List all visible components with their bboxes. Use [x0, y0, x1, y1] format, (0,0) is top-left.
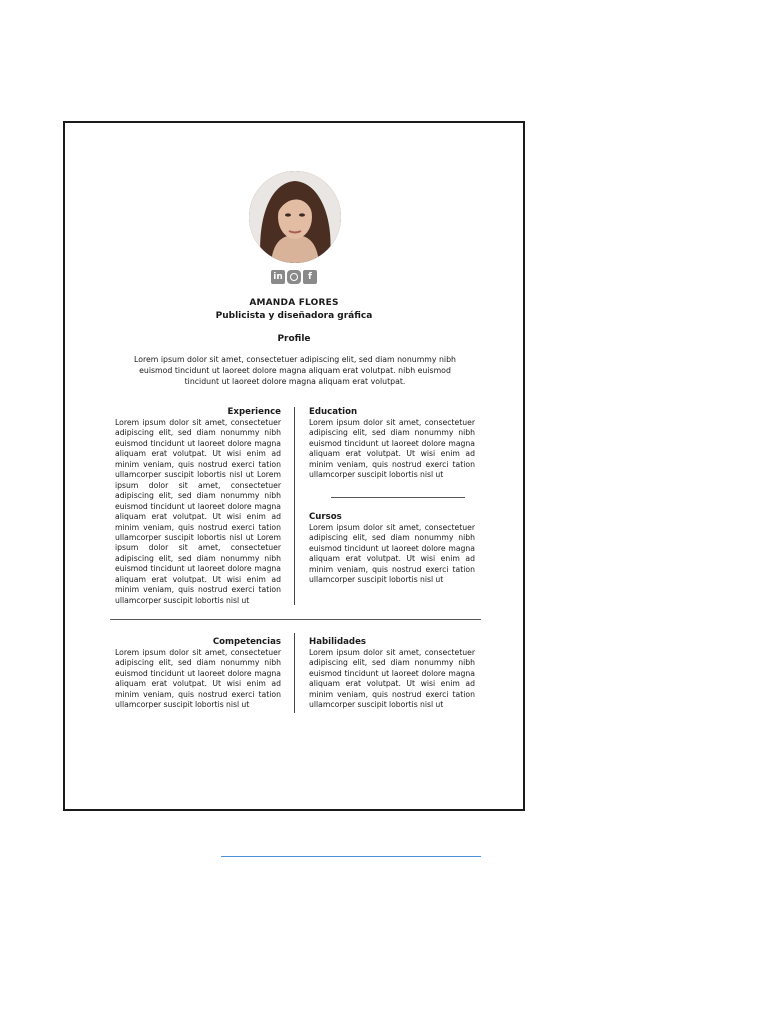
candidate-role: Publicista y diseñadora gráfica [215, 311, 373, 321]
facebook-icon[interactable]: f [303, 270, 317, 284]
cursos-heading: Cursos [309, 512, 342, 522]
instagram-icon[interactable] [287, 270, 301, 284]
linkedin-icon[interactable]: in [271, 270, 285, 284]
profile-text: Lorem ipsum dolor sit amet, consectetuer adipiscing elit, sed diam nonummy nibh euismod tincidunt ut laoreet dolore magna aliquam erat volutpat. nibh euismod tincidunt ut laoreet dolore magna aliquam erat volutpat. [133, 355, 456, 386]
column-divider-bottom [294, 633, 295, 713]
cursos-text: Lorem ipsum dolor sit amet, consectetuer adipiscing elit, sed diam nonummy nibh euismod tincidunt ut laoreet dolore magna aliquam erat volutpat. Ut wisi enim ad minim veniam, quis nostrud exerci tation ullamcorper suscipit lobortis nisl ut [309, 523, 475, 585]
experience-text: Lorem ipsum dolor sit amet, consectetuer adipiscing elit, sed diam nonummy nibh euismod tincidunt ut laoreet dolore magna aliquam erat volutpat. Ut wisi enim ad minim veniam, quis nostrud exerci tation ullamcorper suscipit lobortis nisl ut Lorem ipsum dolor sit amet, consectetuer adipiscing elit, sed diam nonummy nibh euismod tincidunt ut laoreet dolore magna aliquam erat volutpat. Ut wisi enim ad minim veniam, quis nostrud exerci tation ullamcorper suscipit lobortis nisl ut Lorem ipsum dolor sit amet, consectetuer adipiscing elit, sed diam nonummy nibh euismod tincidunt ut laoreet dolore magna aliquam erat volutpat. Ut wisi enim ad minim veniam, quis nostrud exerci tation ullamcorper suscipit lobortis nisl ut [115, 418, 281, 605]
habilidades-heading: Habilidades [309, 637, 367, 647]
profile-heading: Profile [277, 334, 311, 344]
candidate-name: AMANDA FLORES [249, 298, 339, 308]
profile-photo [249, 171, 341, 263]
education-text: Lorem ipsum dolor sit amet, consectetuer adipiscing elit, sed diam nonummy nibh euismod tincidunt ut laoreet dolore magna aliquam erat volutpat. Ut wisi enim ad minim veniam, quis nostrud exerci tation ullamcorper suscipit lobortis nisl ut [309, 418, 475, 480]
social-icons [271, 270, 317, 284]
resume-page [63, 121, 525, 811]
competencias-heading: Competencias [212, 637, 281, 647]
section-divider [110, 619, 481, 620]
education-heading: Education [309, 407, 358, 417]
habilidades-text: Lorem ipsum dolor sit amet, consectetuer adipiscing elit, sed diam nonummy nibh euismod tincidunt ut laoreet dolore magna aliquam erat volutpat. Ut wisi enim ad minim veniam, quis nostrud exerci tation ullamcorper suscipit lobortis nisl ut [309, 648, 475, 710]
link-underline[interactable] [221, 856, 481, 857]
education-divider [331, 497, 465, 498]
column-divider-top [294, 407, 295, 605]
competencias-text: Lorem ipsum dolor sit amet, consectetuer adipiscing elit, sed diam nonummy nibh euismod tincidunt ut laoreet dolore magna aliquam erat volutpat. Ut wisi enim ad minim veniam, quis nostrud exerci tation ullamcorper suscipit lobortis nisl ut [115, 648, 281, 710]
experience-heading: Experience [227, 407, 281, 417]
